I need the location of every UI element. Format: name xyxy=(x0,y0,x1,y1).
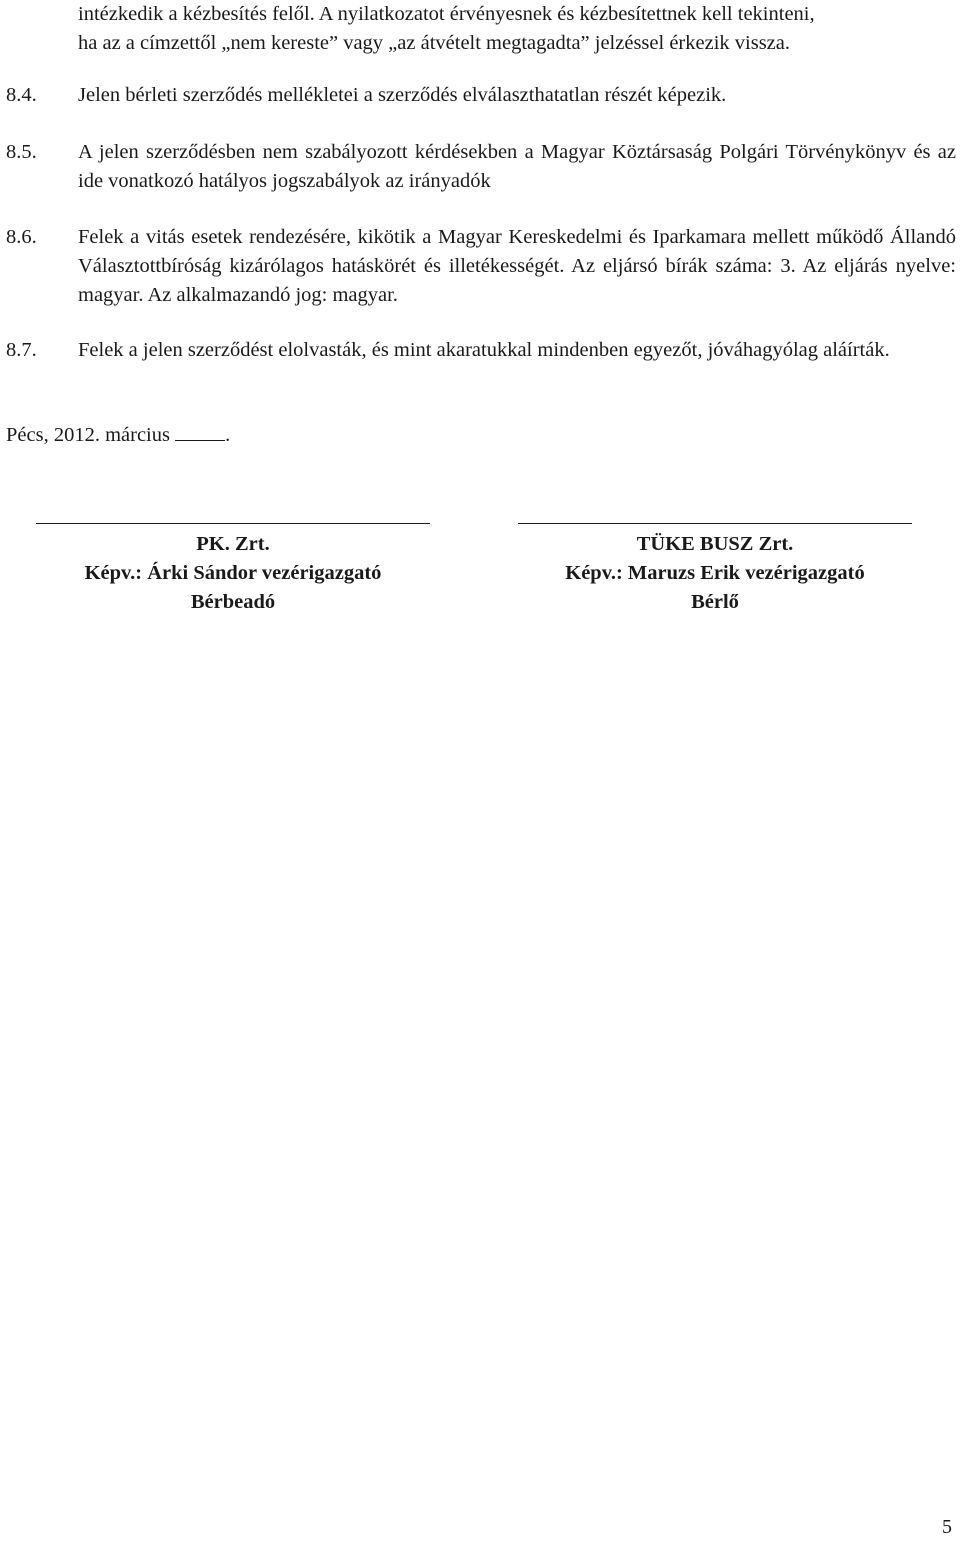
section-text: A jelen szerződésben nem szabályozott kérdésekben a Magyar Köztársaság Polgári Törvénykönyv és az ide vonatkozó hatályos jogszabályok az irányadók xyxy=(78,141,956,192)
section-text: Felek a vitás esetek rendezésére, kikötik a Magyar Kereskedelmi és Iparkamara mellett működő Állandó Választottbíróság kizárólagos hatáskörét és illetékességét. Az eljársó bírák száma: 3. Az eljárás nyelve: magyar. Az alkalmazandó jog: magyar. xyxy=(78,226,956,306)
signature-line xyxy=(518,523,912,524)
signatory-representative: Képv.: Maruzs Erik vezérigazgató xyxy=(565,562,865,584)
place-date-text: Pécs, 2012. március xyxy=(6,424,170,446)
section-8-7 xyxy=(6,336,956,365)
place-date xyxy=(6,421,230,450)
intro-line-2: ha az a címzettől „nem kereste” vagy „az átvételt megtagadta” jelzéssel érkezik vissza. xyxy=(78,32,790,54)
section-text: Jelen bérleti szerződés mellékletei a szerződés elválaszthatatlan részét képezik. xyxy=(78,84,727,106)
section-number: 8.4. xyxy=(6,84,37,106)
signature-line xyxy=(36,523,430,524)
section-number: 8.6. xyxy=(6,226,37,248)
signatory-company: TÜKE BUSZ Zrt. xyxy=(636,533,794,555)
page-number: 5 xyxy=(942,1516,952,1538)
signatory-representative: Képv.: Árki Sándor vezérigazgató xyxy=(84,562,382,584)
signatory-role: Bérlő xyxy=(691,591,739,613)
section-8-4 xyxy=(6,81,956,110)
intro-paragraph xyxy=(6,0,956,58)
section-8-6 xyxy=(6,223,956,310)
intro-line-1: intézkedik a kézbesítés felől. A nyilatkozatot érvényesnek és kézbesítettnek kell tekinteni, xyxy=(78,3,815,25)
section-number: 8.5. xyxy=(6,141,37,163)
section-text: Felek a jelen szerződést elolvasták, és mint akaratukkal mindenben egyezőt, jóváhagyólag aláírták. xyxy=(78,339,890,361)
signatory-role: Bérbeadó xyxy=(190,591,276,613)
section-number: 8.7. xyxy=(6,339,37,361)
signatory-company: PK. Zrt. xyxy=(196,533,270,555)
signature-block-right xyxy=(510,523,920,617)
date-blank xyxy=(175,422,225,441)
signature-block-left xyxy=(28,523,438,617)
place-date-suffix: . xyxy=(225,424,231,446)
section-8-5 xyxy=(6,138,956,196)
